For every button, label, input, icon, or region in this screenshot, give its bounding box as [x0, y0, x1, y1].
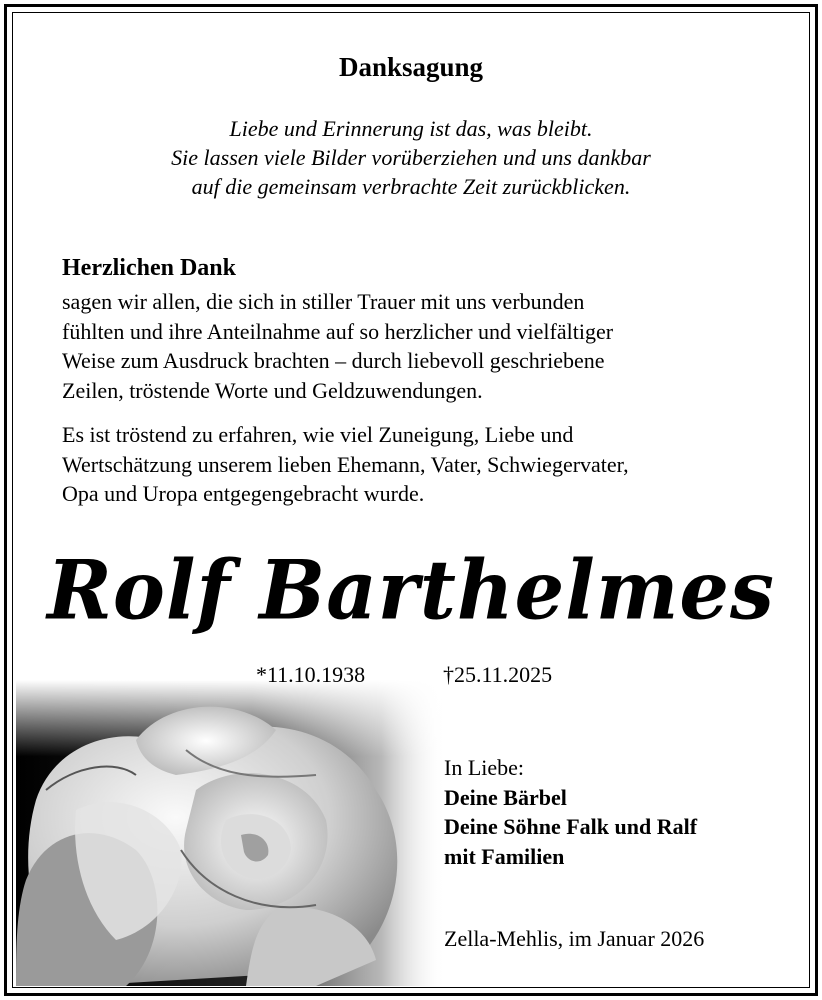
family-intro: In Liebe: — [444, 755, 525, 780]
family-wife: Deine Bärbel — [444, 784, 567, 810]
family-signature — [444, 753, 697, 871]
consolation-paragraph — [62, 420, 762, 509]
poem-line: Liebe und Erinnerung ist das, was bleibt. — [229, 116, 593, 141]
poem — [0, 114, 822, 201]
deceased-name: Rolf Barthelmes — [47, 542, 775, 639]
paragraph-line: Weise zum Ausdruck brachten – durch liebevoll geschriebene — [62, 348, 605, 373]
paragraph-line: fühlten und ihre Anteilnahme auf so herzlicher und vielfältiger — [62, 318, 614, 344]
birth-date: *11.10.1938 — [256, 662, 366, 687]
paragraph-line: Es ist tröstend zu erfahren, wie viel Zuneigung, Liebe und — [62, 422, 574, 447]
thanks-heading: Herzlichen Dank — [62, 255, 236, 281]
death-date: †25.11.2025 — [443, 662, 553, 687]
family-sons: Deine Söhne Falk und Ralf — [444, 814, 698, 839]
poem-line: Sie lassen viele Bilder vorüberziehen und uns dankbar — [171, 145, 651, 170]
paragraph-line: sagen wir allen, die sich in stiller Trauer mit uns verbunden — [62, 289, 585, 314]
family-families: mit Familien — [444, 843, 565, 869]
page-title: Danksagung — [338, 52, 484, 82]
paragraph-line: Opa und Uropa entgegengebracht wurde. — [62, 481, 425, 506]
rose-image — [16, 680, 446, 986]
poem-line: auf die gemeinsam verbrachte Zeit zurückblicken. — [191, 174, 631, 199]
thanks-paragraph — [62, 287, 762, 405]
paragraph-line: Zeilen, tröstende Worte und Geldzuwendungen. — [62, 377, 483, 403]
place-date: Zella-Mehlis, im Januar 2026 — [444, 926, 705, 951]
paragraph-line: Wertschätzung unserem lieben Ehemann, Vater, Schwiegervater, — [62, 451, 629, 477]
